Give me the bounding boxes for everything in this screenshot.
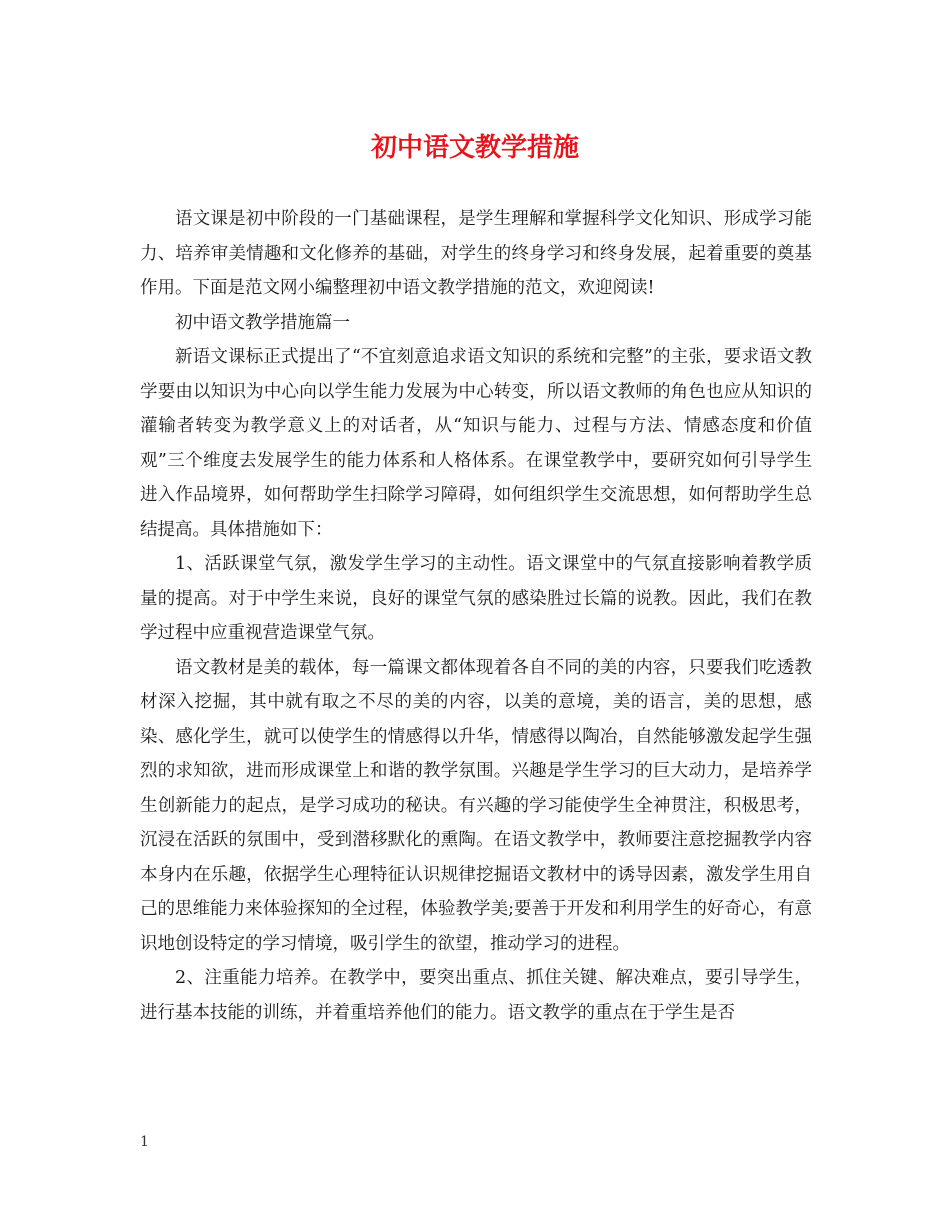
document-body [140, 202, 812, 1030]
intro-paragraph: 语文课是初中阶段的一门基础课程，是学生理解和掌握科学文化知识、形成学习能力、培养审美情趣和文化修养的基础，对学生的终身学习和终身发展，起着重要的奠基作用。下面是范文网小编整理初中语文教学措施的范文，欢迎阅读! [140, 209, 812, 298]
body-paragraph: 新语文课标正式提出了“不宜刻意追求语文知识的系统和完整”的主张，要求语文教学要由以知识为中心向以学生能力发展为中心转变，所以语文教师的角色也应从知识的灌输者转变为教学意义上的对话者，从“知识与能力、过程与方法、情感态度和价值观”三个维度去发展学生的能力体系和人格体系。在课堂教学中，要研究如何引导学生进入作品境界，如何帮助学生扫除学习障碍，如何组织学生交流思想，如何帮助学生总结提高。具体措施如下： [140, 347, 812, 540]
body-paragraph: 语文教材是美的载体，每一篇课文都体现着各自不同的美的内容，只要我们吃透教材深入挖掘，其中就有取之不尽的美的内容，以美的意境，美的语言，美的思想，感染、感化学生，就可以使学生的情感得以升华，情感得以陶冶，自然能够激发起学生强烈的求知欲，进而形成课堂上和谐的教学氛围。兴趣是学生学习的巨大动力，是培养学生创新能力的起点，是学习成功的秘诀。有兴趣的学习能使学生全神贯注，积极思考，沉浸在活跃的氛围中，受到潜移默化的熏陶。在语文教学中，教师要注意挖掘教学内容本身内在乐趣，依据学生心理特征认识规律挖掘语文教材中的诱导因素，激发学生用自己的思维能力来体验探知的全过程，体验教学美;要善于开发和利用学生的好奇心，有意识地创设特定的学习情境，吸引学生的欲望，推动学习的进程。 [140, 657, 812, 954]
body-paragraph: 2、注重能力培养。在教学中，要突出重点、抓住关键、解决难点，要引导学生，进行基本技能的训练，并着重培养他们的能力。语文教学的重点在于学生是否 [140, 968, 812, 1023]
section-heading: 初中语文教学措施篇一 [175, 312, 350, 333]
body-paragraph: 1、活跃课堂气氛，激发学生学习的主动性。语文课堂中的气氛直接影响着教学质量的提高。对于中学生来说，良好的课堂气氛的感染胜过长篇的说教。因此，我们在教学过程中应重视营造课堂气氛。 [140, 554, 812, 643]
page-number: 1 [140, 1134, 149, 1150]
document-title: 初中语文教学措施 [370, 133, 579, 163]
